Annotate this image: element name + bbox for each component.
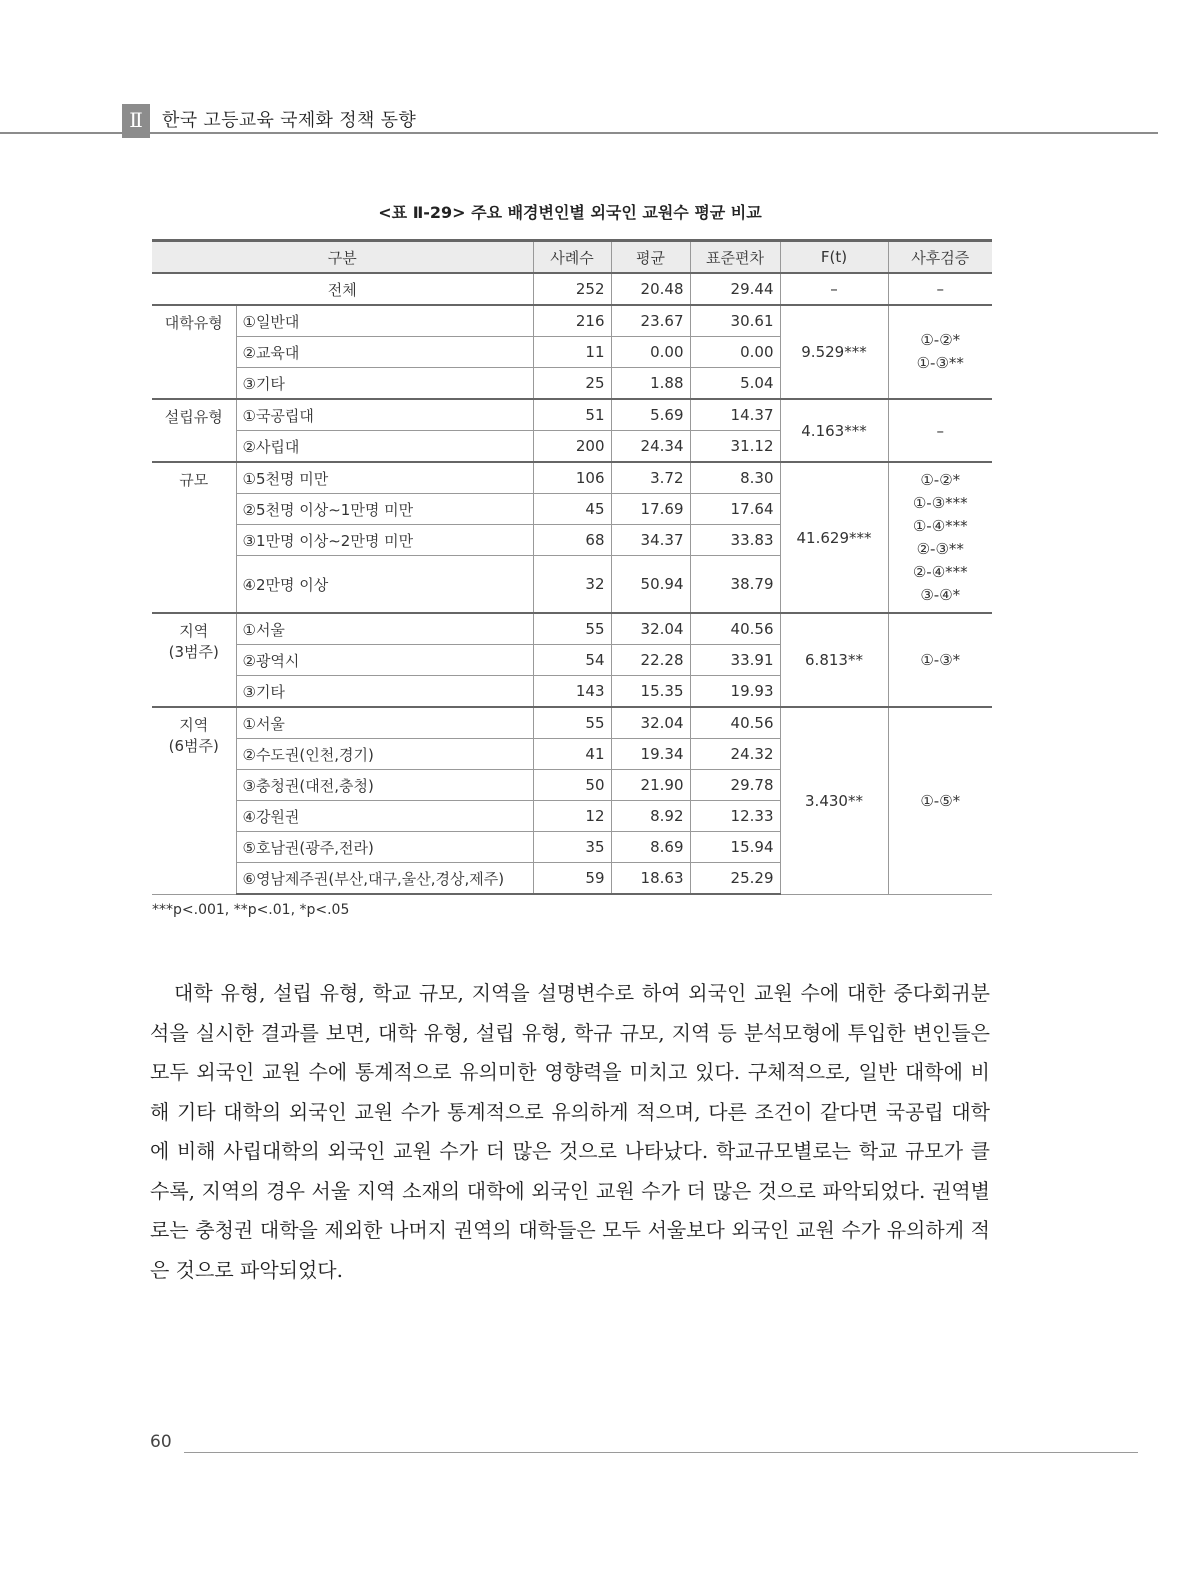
row-mean: 23.67 bbox=[611, 305, 690, 337]
row-n: 51 bbox=[533, 399, 611, 431]
row-label: ③1만명 이상∼2만명 미만 bbox=[236, 525, 533, 556]
row-label: ②광역시 bbox=[236, 645, 533, 676]
row-sd: 40.56 bbox=[690, 707, 780, 739]
row-label: ⑤호남권(광주,전라) bbox=[236, 832, 533, 863]
row-sd: 33.83 bbox=[690, 525, 780, 556]
posthoc-item: ①-②* bbox=[920, 331, 961, 349]
row-label: ③기타 bbox=[236, 676, 533, 708]
row-label: ①서울 bbox=[236, 613, 533, 645]
row-sd: 19.93 bbox=[690, 676, 780, 708]
row-label: ①국공립대 bbox=[236, 399, 533, 431]
row-mean: 8.69 bbox=[611, 832, 690, 863]
posthoc-item: ①-②* bbox=[920, 470, 961, 489]
group-posthoc-region6: ①-⑤* bbox=[888, 707, 992, 894]
row-mean: 22.28 bbox=[611, 645, 690, 676]
posthoc-item: ①-③** bbox=[916, 354, 964, 372]
group-posthoc-type bbox=[888, 305, 992, 399]
table-row bbox=[152, 305, 992, 337]
row-n: 216 bbox=[533, 305, 611, 337]
group-label-type: 대학유형 bbox=[152, 305, 236, 399]
row-mean: 24.34 bbox=[611, 431, 690, 463]
table-row bbox=[152, 462, 992, 494]
col-header-f: F(t) bbox=[780, 241, 888, 274]
table-row bbox=[152, 399, 992, 431]
body-paragraph: 대학 유형, 설립 유형, 학교 규모, 지역을 설명변수로 하여 외국인 교원 수에 대한 중다회귀분석을 실시한 결과를 보면, 대학 유형, 설립 유형, 학규 규모, 지역 등 분석모형에 투입한 변인들은 모두 외국인 교원 수에 통계적으로 유의미한 영향력을 미치고 있다. 구체적으로, 일반 대학에 비해 기타 대학의 외국인 교원 수가 통계적으로 유의하게 적으며, 다른 조건이 같다면 국공립 대학에 비해 사립대학의 외국인 교원 수가 더 많은 것으로 나타났다. 학교규모별로는 학교 규모가 클수록, 지역의 경우 서울 지역 소재의 대학에 외국인 교원 수가 더 많은 것으로 파악되었다. 권역별로는 충청권 대학을 제외한 나머지 권역의 대학들은 모두 서울보다 외국인 교원 수가 유의하게 적은 것으로 파악되었다. bbox=[150, 981, 990, 1282]
group-posthoc-founding: – bbox=[888, 399, 992, 462]
row-n: 11 bbox=[533, 337, 611, 368]
row-mean: 1.88 bbox=[611, 368, 690, 400]
chapter-mark: Ⅱ bbox=[122, 104, 150, 138]
posthoc-item: ①-③*** bbox=[912, 493, 968, 512]
total-label: 전체 bbox=[152, 273, 533, 305]
row-sd: 31.12 bbox=[690, 431, 780, 463]
row-sd: 17.64 bbox=[690, 494, 780, 525]
group-f-size: 41.629*** bbox=[780, 462, 888, 613]
row-label: ④강원권 bbox=[236, 801, 533, 832]
row-mean: 17.69 bbox=[611, 494, 690, 525]
row-sd: 15.94 bbox=[690, 832, 780, 863]
col-header-posthoc: 사후검증 bbox=[888, 241, 992, 274]
row-n: 25 bbox=[533, 368, 611, 400]
posthoc-item: ③-④* bbox=[920, 585, 961, 604]
row-n: 54 bbox=[533, 645, 611, 676]
col-header-mean: 평균 bbox=[611, 241, 690, 274]
row-label: ⑥영남제주권(부산,대구,울산,경상,제주) bbox=[236, 863, 533, 895]
row-mean: 3.72 bbox=[611, 462, 690, 494]
row-label: ②5천명 이상∼1만명 미만 bbox=[236, 494, 533, 525]
row-n: 68 bbox=[533, 525, 611, 556]
row-n: 50 bbox=[533, 770, 611, 801]
group-label-region3 bbox=[152, 613, 236, 707]
row-sd: 29.78 bbox=[690, 770, 780, 801]
row-label: ④2만명 이상 bbox=[236, 556, 533, 614]
row-sd: 24.32 bbox=[690, 739, 780, 770]
posthoc-item: ②-④*** bbox=[912, 562, 968, 581]
total-n: 252 bbox=[533, 273, 611, 305]
row-mean: 8.92 bbox=[611, 801, 690, 832]
row-mean: 19.34 bbox=[611, 739, 690, 770]
row-n: 12 bbox=[533, 801, 611, 832]
row-n: 106 bbox=[533, 462, 611, 494]
row-label: ①5천명 미만 bbox=[236, 462, 533, 494]
row-n: 35 bbox=[533, 832, 611, 863]
row-label: ③기타 bbox=[236, 368, 533, 400]
statistics-table bbox=[152, 239, 992, 895]
row-label: ②교육대 bbox=[236, 337, 533, 368]
row-sd: 14.37 bbox=[690, 399, 780, 431]
table-row bbox=[152, 613, 992, 645]
table-caption: <표 Ⅱ-29> 주요 배경변인별 외국인 교원수 평균 비교 bbox=[378, 203, 762, 222]
footer-rule bbox=[184, 1452, 1138, 1453]
table-header-row bbox=[152, 241, 992, 274]
posthoc-item: ①-④*** bbox=[912, 516, 968, 535]
row-label: ①서울 bbox=[236, 707, 533, 739]
table-row-total bbox=[152, 273, 992, 305]
header-rule bbox=[0, 132, 1158, 134]
row-n: 55 bbox=[533, 707, 611, 739]
total-posthoc: – bbox=[888, 273, 992, 305]
row-mean: 18.63 bbox=[611, 863, 690, 895]
group-label-line: 지역 bbox=[179, 622, 209, 640]
row-sd: 12.33 bbox=[690, 801, 780, 832]
group-f-type: 9.529*** bbox=[780, 305, 888, 399]
row-n: 32 bbox=[533, 556, 611, 614]
group-label-region6 bbox=[152, 707, 236, 894]
row-label: ③충청권(대전,충청) bbox=[236, 770, 533, 801]
row-label: ②수도권(인천,경기) bbox=[236, 739, 533, 770]
row-sd: 33.91 bbox=[690, 645, 780, 676]
row-sd: 8.30 bbox=[690, 462, 780, 494]
total-f: – bbox=[780, 273, 888, 305]
page-number: 60 bbox=[150, 1432, 172, 1452]
running-header-title: 한국 고등교육 국제화 정책 동향 bbox=[162, 110, 417, 131]
table-row bbox=[152, 707, 992, 739]
group-label-line: (3범주) bbox=[168, 643, 219, 661]
row-sd: 30.61 bbox=[690, 305, 780, 337]
row-mean: 21.90 bbox=[611, 770, 690, 801]
row-mean: 32.04 bbox=[611, 707, 690, 739]
row-n: 45 bbox=[533, 494, 611, 525]
row-mean: 50.94 bbox=[611, 556, 690, 614]
row-sd: 5.04 bbox=[690, 368, 780, 400]
row-n: 143 bbox=[533, 676, 611, 708]
table-note: ***p<.001, **p<.01, *p<.05 bbox=[152, 902, 350, 918]
group-f-region3: 6.813** bbox=[780, 613, 888, 707]
row-label: ①일반대 bbox=[236, 305, 533, 337]
row-mean: 34.37 bbox=[611, 525, 690, 556]
row-sd: 0.00 bbox=[690, 337, 780, 368]
row-n: 59 bbox=[533, 863, 611, 895]
row-n: 55 bbox=[533, 613, 611, 645]
group-label-line: (6범주) bbox=[168, 737, 219, 755]
group-posthoc-size bbox=[888, 462, 992, 613]
group-f-founding: 4.163*** bbox=[780, 399, 888, 462]
row-sd: 38.79 bbox=[690, 556, 780, 614]
row-mean: 5.69 bbox=[611, 399, 690, 431]
group-label-founding: 설립유형 bbox=[152, 399, 236, 462]
row-n: 41 bbox=[533, 739, 611, 770]
group-posthoc-region3: ①-③* bbox=[888, 613, 992, 707]
row-sd: 25.29 bbox=[690, 863, 780, 895]
group-f-region6: 3.430** bbox=[780, 707, 888, 894]
posthoc-item: ②-③** bbox=[916, 539, 964, 558]
col-header-sd: 표준편차 bbox=[690, 241, 780, 274]
row-label: ②사립대 bbox=[236, 431, 533, 463]
group-label-line: 지역 bbox=[179, 716, 209, 734]
col-header-n: 사례수 bbox=[533, 241, 611, 274]
group-label-size: 규모 bbox=[152, 462, 236, 613]
row-mean: 15.35 bbox=[611, 676, 690, 708]
total-sd: 29.44 bbox=[690, 273, 780, 305]
row-mean: 32.04 bbox=[611, 613, 690, 645]
total-mean: 20.48 bbox=[611, 273, 690, 305]
col-header-category: 구분 bbox=[152, 241, 533, 274]
row-sd: 40.56 bbox=[690, 613, 780, 645]
row-mean: 0.00 bbox=[611, 337, 690, 368]
row-n: 200 bbox=[533, 431, 611, 463]
